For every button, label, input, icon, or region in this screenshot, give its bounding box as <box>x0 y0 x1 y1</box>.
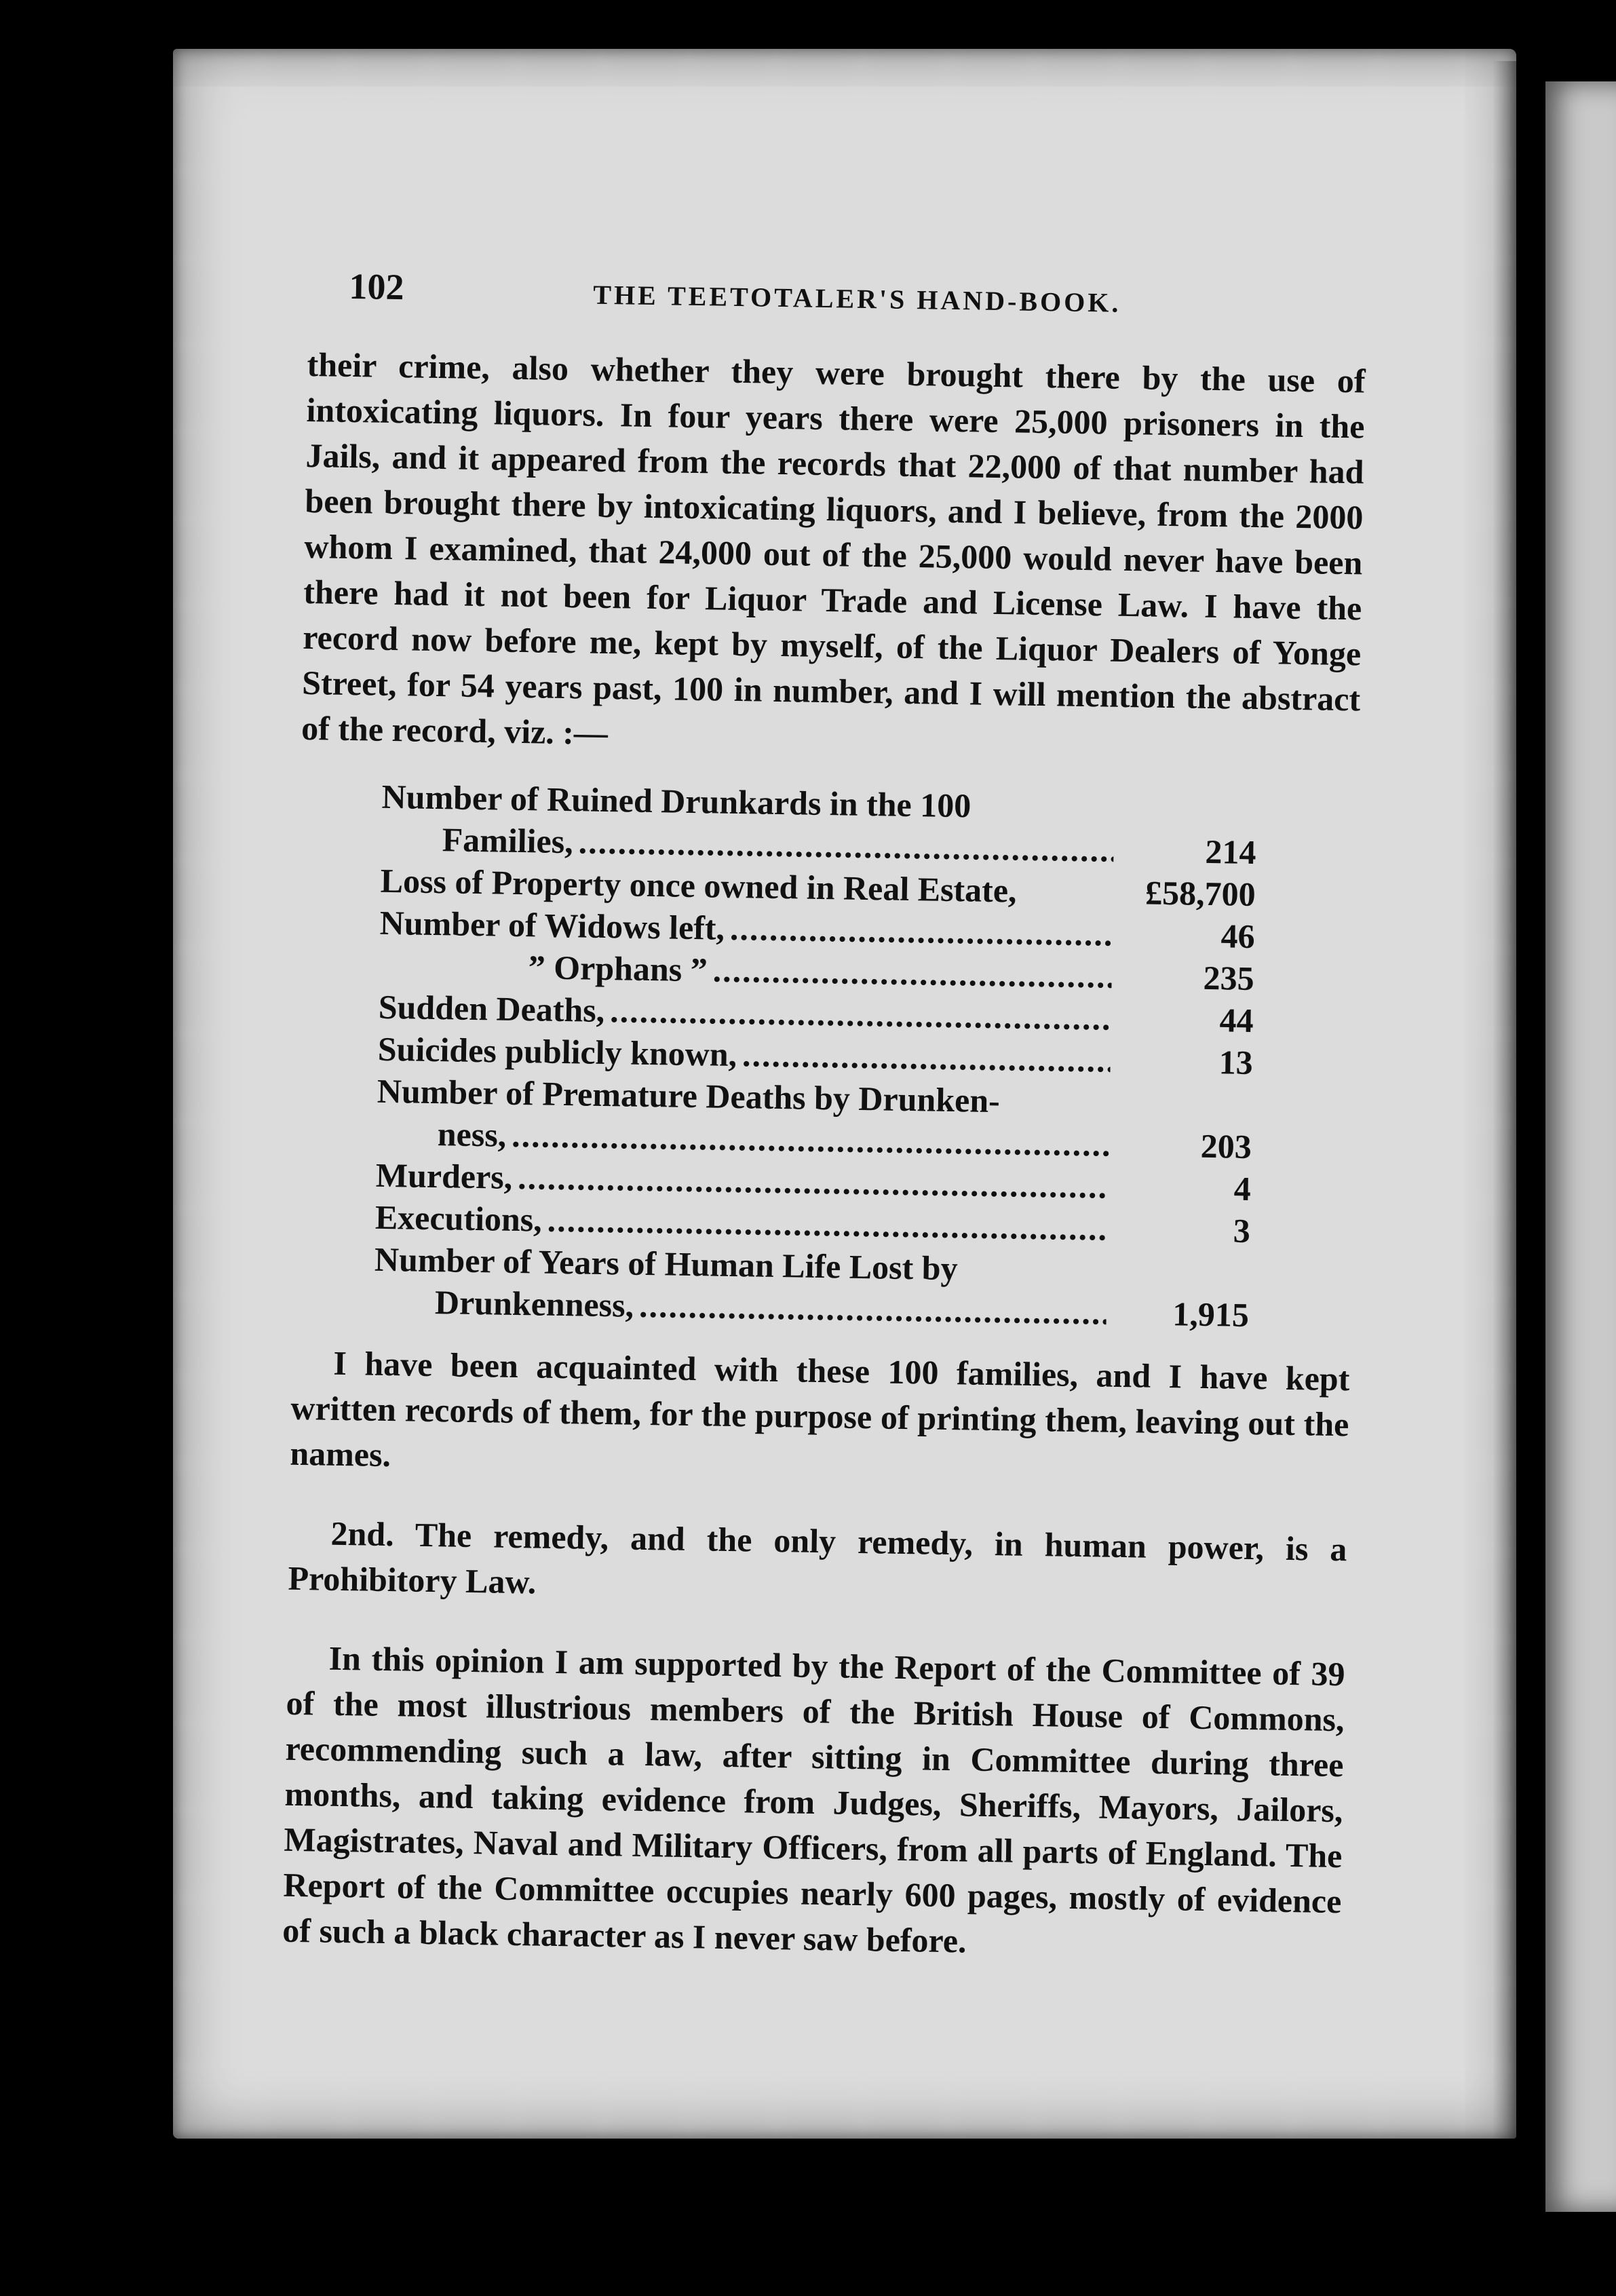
abstract-value: 203 <box>1200 1126 1252 1166</box>
abstract-value: 214 <box>1205 832 1257 872</box>
abstract-label-line: Number of Premature Deaths by Drunken- <box>377 1071 1001 1120</box>
abstract-label-line: Families, ..... <box>381 818 1114 871</box>
abstract-label: ” Orphans ” ..... <box>379 944 1112 997</box>
page-gutter-shadow <box>1493 61 1533 2164</box>
paragraph-4: In this opinion I am supported by the Report of the Committee of 39 of the most illustrious members of the British House of Commons, recommending such a law, after sitting in Committee during three months, and taking evidence from Judges, Sheriffs, Mayors, Jailors, Magistrates, Naval and Military Officers, from all parts of England. The Report of the Committee occupies nearly 600 pages, mostly of evidence of such a black character as I never saw before. <box>282 1639 1346 1960</box>
paragraph-3: 2nd. The remedy, and the only remedy, in human power, is a Prohibitory Law. <box>288 1514 1347 1601</box>
abstract-label-line: Number of Years of Human Life Lost by <box>374 1240 959 1288</box>
abstract-value: 4 <box>1233 1169 1252 1208</box>
paragraph-1: their crime, also whether they were brought there by the use of intoxicating liquors. In four years there were 25,000 prisoners in the Jails, and it appeared from the records that 22,000 of that number had been brought there by intoxicating liquors, and I believe, from the 2000 whom I examined, that 24,000 out of the 25,000 would never have been there had it not been for Liquor Trade and License Law. I have the record now before me, kept by myself, of the Liquor Dealers of Yonge Street, for 54 years past, 100 in number, and I will mention the abstract of the record, viz. :— <box>301 345 1366 752</box>
abstract-row <box>374 1238 1250 1336</box>
abstract-value: 46 <box>1220 917 1256 956</box>
abstract-label: Number of Widows left, ..... <box>379 902 1113 955</box>
abstract-label <box>381 776 1115 871</box>
abstract-label: Executions, ..... <box>374 1196 1108 1250</box>
abstract-value: 3 <box>1233 1211 1251 1250</box>
abstract-table <box>374 776 1258 1336</box>
abstract-row <box>376 1070 1252 1168</box>
abstract-label <box>374 1238 1108 1334</box>
page-content <box>282 265 1367 2004</box>
paragraph-2: I have been acquainted with these 100 families, and I have kept written records of them, for the purpose of printing them, leaving out the names. <box>290 1343 1350 1474</box>
abstract-value: £58,700 <box>1144 873 1256 914</box>
abstract-value: 13 <box>1218 1043 1254 1082</box>
abstract-value: 1,915 <box>1172 1295 1250 1334</box>
abstract-value: 44 <box>1219 1001 1254 1040</box>
abstract-label-line: Number of Ruined Drunkards in the 100 <box>381 777 971 825</box>
running-title: THE TEETOTALER'S HAND-BOOK. <box>593 279 1121 318</box>
abstract-value: 235 <box>1203 958 1255 998</box>
body-text <box>282 342 1366 1970</box>
abstract-label: Sudden Deaths, ..... <box>378 986 1111 1039</box>
abstract-label: Loss of Property once owned in Real Estate, <box>380 861 1017 910</box>
abstract-label <box>376 1070 1110 1166</box>
abstract-label: Suicides publicly known, ..... <box>377 1028 1111 1082</box>
page-number: 102 <box>349 265 404 308</box>
abstract-label-line: Drunkenness, ..... <box>374 1280 1107 1334</box>
abstract-label: Murders, ..... <box>375 1154 1109 1208</box>
abstract-label-line: ness, ..... <box>376 1112 1109 1166</box>
abstract-row <box>381 776 1257 873</box>
adjacent-page-edge <box>1545 81 1616 2212</box>
